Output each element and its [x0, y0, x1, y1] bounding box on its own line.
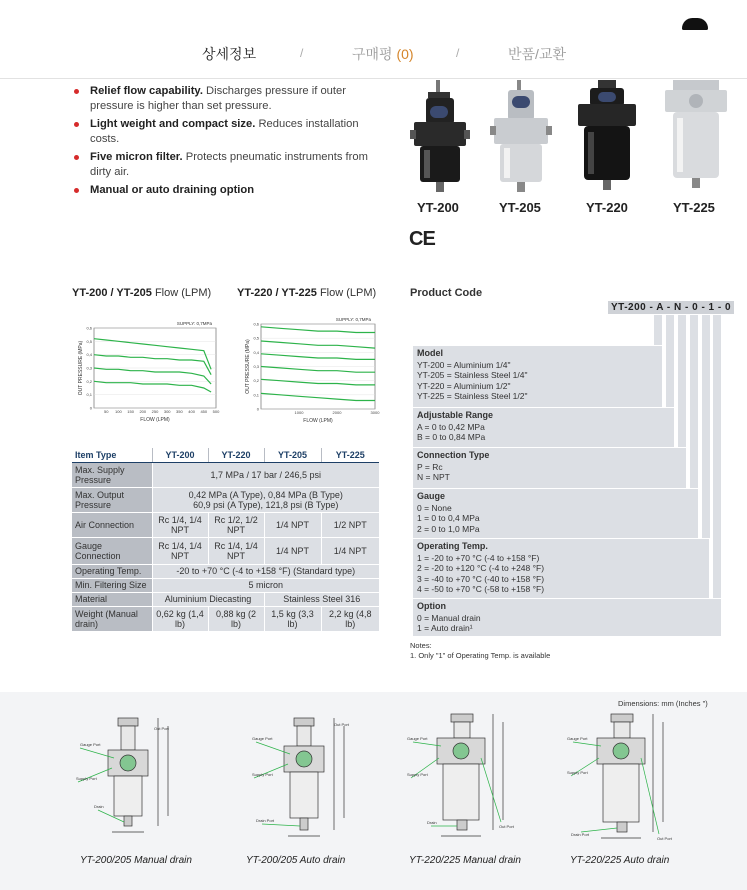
tab-separator: / — [300, 46, 304, 60]
cell: Rc 1/4, 1/4 NPT — [152, 512, 208, 537]
cell: 1/4 NPT — [264, 537, 321, 564]
code-section-model: Model YT-200 = Aluminium 1/4" YT-205 = Stainless Steel 1/4" YT-220 = Aluminium 1/2" YT-225 = Stainless Steel 1/2" — [413, 345, 662, 407]
cell: Aluminium Diecasting — [152, 592, 264, 606]
drawing-caption: YT-220/225 Auto drain — [570, 855, 670, 866]
product-photo-yt-225 — [665, 80, 727, 198]
code-section-option: Option 0 = Manual drain 1 = Auto drain¹ — [413, 598, 721, 636]
drain-port-label: Drain Port — [571, 832, 590, 837]
row-label: Weight (Manual drain) — [72, 606, 152, 631]
out-port-label: Out Port — [334, 722, 349, 727]
series-line — [261, 354, 375, 360]
row-label: Operating Temp. — [72, 564, 152, 578]
cell: 1/4 NPT — [321, 537, 379, 564]
flow-chart-yt-220-225 — [237, 308, 382, 434]
series-line — [94, 368, 211, 384]
cell: 0,42 MPa (A Type), 0,84 MPa (B Type) 60,9 psi (A Type), 121,8 psi (B Type) — [152, 487, 379, 512]
column-header: YT-205 — [264, 448, 321, 462]
chart-title: YT-220 / YT-225 Flow (LPM) — [237, 287, 377, 299]
cell: Rc 1/2, 1/2 NPT — [208, 512, 264, 537]
table-row — [72, 564, 379, 578]
table-row — [72, 487, 379, 512]
code-connector — [713, 315, 721, 598]
y-tick-label: 0 — [256, 406, 259, 412]
scroll-top-icon[interactable] — [682, 18, 708, 30]
series-line — [261, 341, 375, 348]
out-port-label: Out Port — [657, 836, 672, 841]
y-tick-label: 0,4 — [253, 349, 259, 355]
cell: Rc 1/4, 1/4 NPT — [208, 537, 264, 564]
table-row — [72, 606, 379, 631]
row-label: Max. Output Pressure — [72, 487, 152, 512]
supply-port-label: Supply Port — [76, 776, 97, 781]
drawing-caption: YT-200/205 Manual drain — [80, 855, 192, 866]
gauge-port-label: Gauge Port — [407, 736, 428, 741]
y-tick-label: 0 — [89, 405, 92, 411]
y-tick-label: 0,4 — [86, 352, 92, 358]
x-tick-label: 150 — [127, 409, 134, 414]
tab-review-label: 구매평 — [352, 46, 393, 62]
drawing-yt-220-manual — [405, 712, 535, 850]
feature-item: Five micron filter. Protects pneumatic instruments from dirty air. — [72, 150, 372, 180]
table-row — [72, 592, 379, 606]
x-tick-label: 300 — [163, 409, 171, 414]
x-axis-label: FLOW (LPM) — [303, 418, 333, 424]
y-tick-label: 0,6 — [253, 321, 259, 327]
flow-chart-yt-200-205 — [72, 312, 222, 434]
y-axis-label: OUT PRESSURE (MPa) — [78, 340, 84, 396]
drawing-yt-200-auto — [248, 712, 378, 850]
out-port-label: Out Port — [154, 726, 169, 731]
column-header: YT-200 — [152, 448, 208, 462]
series-line — [261, 393, 375, 400]
x-tick-label: 50 — [103, 409, 109, 414]
cell: 2,2 kg (4,8 lb) — [321, 606, 379, 631]
y-tick-label: 0,5 — [86, 338, 92, 344]
y-tick-label: 0,2 — [253, 378, 259, 384]
code-section-temp: Operating Temp. 1 = -20 to +70 °C (-4 to +158 °F) 2 = -20 to +120 °C (-4 to +248 °F) 3 = -40 to +70 °C (-40 to +158 °F) 4 = -50 to +70 °C (-58 to +158 °F) — [413, 538, 709, 598]
drain-label: Drain — [94, 804, 104, 809]
code-connector — [702, 315, 710, 538]
product-code-title: Product Code — [410, 287, 483, 299]
tab-bar — [0, 0, 747, 79]
y-tick-label: 0,3 — [253, 364, 259, 369]
gauge-port-label: Gauge Port — [567, 736, 588, 741]
drawing-yt-220-auto — [565, 712, 695, 850]
x-tick-label: 450 — [200, 409, 208, 414]
gauge-port-label: Gauge Port — [80, 742, 101, 747]
feature-item: Relief flow capability. Discharges pressure if outer pressure is higher than set pressure. — [72, 84, 372, 114]
x-tick-label: 2000 — [332, 410, 342, 415]
table-row — [72, 537, 379, 564]
feature-item: Light weight and compact size. Reduces installation costs. — [72, 117, 372, 147]
table-row — [72, 462, 379, 487]
x-tick-label: 400 — [188, 409, 195, 414]
row-label: Air Connection — [72, 512, 152, 537]
product-label: YT-205 — [499, 200, 541, 215]
cell: -20 to +70 °C (-4 to +158 °F) (Standard type) — [152, 564, 379, 578]
supply-label: SUPPLY: 0,7MPa — [176, 321, 212, 326]
drawing-caption: YT-220/225 Manual drain — [409, 855, 521, 866]
drawing-caption: YT-200/205 Auto drain — [246, 855, 346, 866]
table-header-row — [72, 448, 379, 462]
review-count-badge: (0) — [396, 46, 414, 62]
product-photo-yt-205 — [490, 80, 552, 198]
feature-item: Manual or auto draining option — [72, 183, 372, 198]
code-section-connection: Connection Type P = Rc N = NPT — [413, 447, 686, 488]
gauge-port-label: Gauge Port — [252, 736, 273, 741]
y-axis-label: OUT PRESSURE (MPa) — [245, 339, 251, 394]
cell: 5 micron — [152, 578, 379, 592]
supply-port-label: Supply Port — [252, 772, 273, 777]
cell: Rc 1/4, 1/4 NPT — [152, 537, 208, 564]
tab-review[interactable] — [352, 44, 414, 64]
tab-detail[interactable]: 상세정보 — [202, 46, 257, 62]
y-tick-label: 0,1 — [86, 392, 92, 398]
cell: 1/4 NPT — [264, 512, 321, 537]
product-label: YT-225 — [673, 200, 715, 215]
code-section-range: Adjustable Range A = 0 to 0,42 MPa B = 0 to 0,84 MPa — [413, 407, 674, 447]
cell: 0,62 kg (1,4 lb) — [152, 606, 208, 631]
series-line — [261, 327, 375, 333]
out-port-label: Out Port — [499, 824, 514, 829]
y-tick-label: 0,3 — [86, 365, 92, 371]
series-line — [94, 339, 211, 370]
table-row — [72, 512, 379, 537]
supply-port-label: Supply Port — [567, 770, 588, 775]
x-axis-label: FLOW (LPM) — [140, 417, 170, 423]
product-photo-yt-220 — [576, 80, 638, 198]
x-tick-label: 500 — [212, 409, 220, 414]
tab-returns[interactable]: 반품/교환 — [508, 46, 566, 62]
feature-list — [72, 84, 372, 201]
x-tick-label: 200 — [139, 409, 147, 414]
y-tick-label: 0,5 — [253, 335, 259, 341]
product-photo-yt-200 — [410, 80, 470, 198]
x-tick-label: 100 — [115, 409, 122, 414]
drawing-yt-200-manual — [72, 712, 202, 850]
y-tick-label: 0,2 — [86, 378, 92, 384]
x-tick-label: 350 — [176, 409, 183, 414]
series-line — [94, 381, 211, 392]
ce-mark-logo: CE — [409, 228, 435, 250]
drain-label: Drain — [427, 820, 437, 825]
series-line — [261, 367, 375, 373]
chart-title: YT-200 / YT-205 Flow (LPM) — [72, 287, 212, 299]
spec-table — [72, 448, 379, 632]
column-header: YT-225 — [321, 448, 379, 462]
supply-port-label: Supply Port — [407, 772, 428, 777]
cell: 1,5 kg (3,3 lb) — [264, 606, 321, 631]
code-connector — [678, 315, 686, 447]
table-row — [72, 578, 379, 592]
code-connector — [666, 315, 674, 409]
supply-label: SUPPLY: 0,7MPa — [335, 317, 371, 322]
column-header: YT-220 — [208, 448, 264, 462]
product-code-notes: Notes: 1. Only "1" of Operating Temp. is available — [410, 641, 551, 660]
row-label: Min. Filtering Size — [72, 578, 152, 592]
x-tick-label: 250 — [151, 409, 159, 414]
dimensions-note: Dimensions: mm (Inches ") — [618, 699, 708, 708]
product-label: YT-220 — [586, 200, 628, 215]
code-section-gauge: Gauge 0 = None 1 = 0 to 0,4 MPa 2 = 0 to 1,0 MPa — [413, 488, 698, 538]
drain-port-label: Drain Port — [256, 818, 275, 823]
code-connector — [654, 315, 662, 345]
cell: 0,88 kg (2 lb) — [208, 606, 264, 631]
product-label: YT-200 — [417, 200, 459, 215]
tab-separator: / — [456, 46, 460, 60]
row-label: Max. Supply Pressure — [72, 462, 152, 487]
column-header: Item Type — [72, 448, 152, 462]
x-tick-label: 1000 — [294, 410, 304, 415]
product-code-example: YT-200 - A - N - 0 - 1 - 0 — [608, 301, 734, 314]
cell: 1/2 NPT — [321, 512, 379, 537]
row-label: Material — [72, 592, 152, 606]
cell: 1,7 MPa / 17 bar / 246,5 psi — [152, 462, 379, 487]
y-tick-label: 0,6 — [86, 325, 92, 331]
code-connector — [690, 315, 698, 488]
row-label: Gauge Connection — [72, 537, 152, 564]
series-line — [261, 379, 375, 385]
cell: Stainless Steel 316 — [264, 592, 379, 606]
y-tick-label: 0,1 — [253, 392, 259, 398]
x-tick-label: 3000 — [370, 410, 380, 415]
